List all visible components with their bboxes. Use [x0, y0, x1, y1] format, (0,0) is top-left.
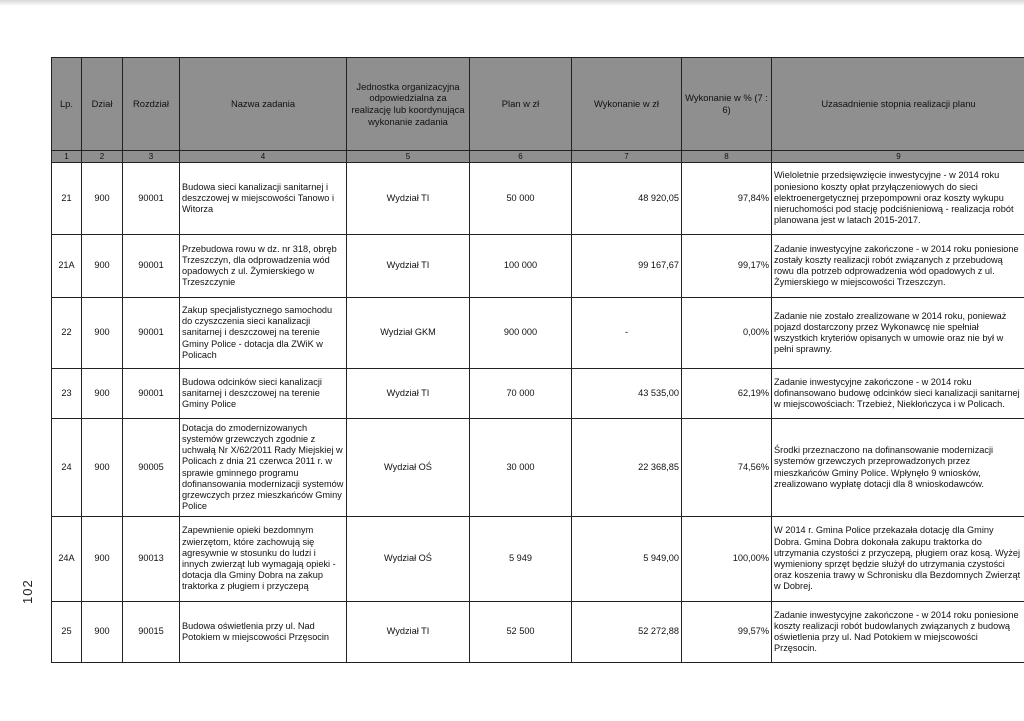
cell-lp: 21A	[52, 235, 82, 298]
cell-wykonanie: 52 272,88	[572, 602, 682, 663]
cell-plan: 30 000	[470, 419, 572, 517]
cell-plan: 52 500	[470, 602, 572, 663]
cell-nazwa: Dotacja do zmodernizowanych systemów grzewczych zgodnie z uchwałą Nr X/62/2011 Rady Miejskiej w Policach z dnia 21 czerwca 2011 r. w sprawie gminnego programu dofinansowania modernizacji systemów grzewczych przez mieszkańców Gminy Police	[180, 419, 347, 517]
cell-dzial: 900	[82, 369, 123, 419]
cell-lp: 24A	[52, 517, 82, 602]
cell-wykonanie: 5 949,00	[572, 517, 682, 602]
column-number: 3	[123, 151, 180, 163]
page-number: 102	[20, 579, 35, 604]
cell-nazwa: Budowa odcinków sieci kanalizacji sanitarnej i deszczowej na terenie Gminy Police	[180, 369, 347, 419]
column-number: 7	[572, 151, 682, 163]
cell-rozdzial: 90013	[123, 517, 180, 602]
cell-lp: 23	[52, 369, 82, 419]
cell-nazwa: Przebudowa rowu w dz. nr 318, obręb Trzeszczyn, dla odprowadzenia wód opadowych z ul. Żymierskiego w Trzeszczynie	[180, 235, 347, 298]
header-dzial: Dział	[82, 58, 123, 151]
column-number: 1	[52, 151, 82, 163]
cell-plan: 900 000	[470, 298, 572, 369]
cell-pct: 100,00%	[682, 517, 772, 602]
column-number: 6	[470, 151, 572, 163]
cell-lp: 25	[52, 602, 82, 663]
scan-edge	[0, 0, 1024, 6]
cell-wykonanie: 43 535,00	[572, 369, 682, 419]
cell-lp: 24	[52, 419, 82, 517]
header-plan: Plan w zł	[470, 58, 572, 151]
cell-plan: 100 000	[470, 235, 572, 298]
cell-uzasadnienie: Zadanie inwestycyjne zakończone - w 2014 roku poniesione koszty realizacji robót budowlanych związanych z budową oświetlenia przy ul. Nad Potokiem w miejscowości Przęsocin.	[772, 602, 1024, 663]
cell-dzial: 900	[82, 419, 123, 517]
column-number: 9	[772, 151, 1024, 163]
table-header-row	[52, 58, 1024, 151]
cell-pct: 0,00%	[682, 298, 772, 369]
cell-jednostka: Wydział GKM	[347, 298, 470, 369]
cell-jednostka: Wydział TI	[347, 163, 470, 235]
header-wykonanie: Wykonanie w zł	[572, 58, 682, 151]
header-lp: Lp.	[52, 58, 82, 151]
cell-wykonanie: 99 167,67	[572, 235, 682, 298]
cell-pct: 99,17%	[682, 235, 772, 298]
cell-lp: 21	[52, 163, 82, 235]
cell-wykonanie: 22 368,85	[572, 419, 682, 517]
table-row	[52, 602, 1024, 663]
cell-rozdzial: 90015	[123, 602, 180, 663]
cell-rozdzial: 90005	[123, 419, 180, 517]
header-nazwa: Nazwa zadania	[180, 58, 347, 151]
cell-rozdzial: 90001	[123, 369, 180, 419]
cell-uzasadnienie: Wieloletnie przedsięwzięcie inwestycyjne - w 2014 roku poniesiono koszty opłat przyłączeniowych do sieci elektroenergetycznej przepompowni oraz koszty wykupu nieruchomości pod stację podciśnieniową - realizacja robót planowana jest w latach 2015-2017.	[772, 163, 1024, 235]
cell-nazwa: Zapewnienie opieki bezdomnym zwierzętom, które zachowują się agresywnie w stosunku do ludzi i innych zwierząt lub wymagają opieki - dotacja dla Gminy Dobra na zakup traktorka z pługiem i przyczepą	[180, 517, 347, 602]
cell-jednostka: Wydział TI	[347, 369, 470, 419]
cell-pct: 74,56%	[682, 419, 772, 517]
cell-wykonanie: 48 920,05	[572, 163, 682, 235]
cell-jednostka: Wydział OŚ	[347, 517, 470, 602]
header-jednostka: Jednostka organizacyjna odpowiedzialna za realizację lub koordynująca wykonanie zadania	[347, 58, 470, 151]
cell-uzasadnienie: Środki przeznaczono na dofinansowanie modernizacji systemów grzewczych przeprowadzonych przez mieszkańców Gminy Police. Wpłynęło 9 wniosków, zrealizowano wypłatę dotacji dla 8 wnioskodawców.	[772, 419, 1024, 517]
cell-plan: 70 000	[470, 369, 572, 419]
table-row	[52, 163, 1024, 235]
cell-uzasadnienie: Zadanie nie zostało zrealizowane w 2014 roku, ponieważ pojazd dostarczony przez Wykonawcę nie spełniał wszystkich kryteriów opisanych w umowie oraz nie był w pełni sprawny.	[772, 298, 1024, 369]
cell-uzasadnienie: Zadanie inwestycyjne zakończone - w 2014 roku poniesione zostały koszty realizacji robót związanych z przebudową rowu dla potrzeb odprowadzenia wód opadowych z ul. Żymierskiego w miejscowości Trzeszczyn.	[772, 235, 1024, 298]
column-number: 2	[82, 151, 123, 163]
cell-rozdzial: 90001	[123, 235, 180, 298]
cell-rozdzial: 90001	[123, 298, 180, 369]
cell-plan: 50 000	[470, 163, 572, 235]
column-number-row	[52, 151, 1024, 163]
header-uzasadnienie: Uzasadnienie stopnia realizacji planu	[772, 58, 1024, 151]
cell-dzial: 900	[82, 298, 123, 369]
cell-nazwa: Budowa oświetlenia przy ul. Nad Potokiem w miejscowości Przęsocin	[180, 602, 347, 663]
table-row	[52, 419, 1024, 517]
cell-jednostka: Wydział TI	[347, 235, 470, 298]
cell-dzial: 900	[82, 163, 123, 235]
cell-plan: 5 949	[470, 517, 572, 602]
column-number: 8	[682, 151, 772, 163]
cell-jednostka: Wydział TI	[347, 602, 470, 663]
cell-dzial: 900	[82, 235, 123, 298]
cell-pct: 62,19%	[682, 369, 772, 419]
table-row	[52, 235, 1024, 298]
table-row	[52, 517, 1024, 602]
cell-nazwa: Budowa sieci kanalizacji sanitarnej i deszczowej w miejscowości Tanowo i Witorza	[180, 163, 347, 235]
budget-table	[51, 57, 1024, 663]
cell-jednostka: Wydział OŚ	[347, 419, 470, 517]
cell-nazwa: Zakup specjalistycznego samochodu do czyszczenia sieci kanalizacji sanitarnej i deszczowej na terenie Gminy Police - dotacja dla ZWiK w Policach	[180, 298, 347, 369]
cell-pct: 99,57%	[682, 602, 772, 663]
table-row	[52, 298, 1024, 369]
cell-lp: 22	[52, 298, 82, 369]
header-rozdzial: Rozdział	[123, 58, 180, 151]
table-row	[52, 369, 1024, 419]
header-wykonanie-pct: Wykonanie w % (7 : 6)	[682, 58, 772, 151]
cell-pct: 97,84%	[682, 163, 772, 235]
column-number: 5	[347, 151, 470, 163]
cell-rozdzial: 90001	[123, 163, 180, 235]
cell-uzasadnienie: Zadanie inwestycyjne zakończone - w 2014 roku dofinansowano budowę odcinków sieci kanalizacji sanitarnej w miejscowościach: Trzebież, Niekłończyca i w Policach.	[772, 369, 1024, 419]
cell-uzasadnienie: W 2014 r. Gmina Police przekazała dotację dla Gminy Dobra. Gmina Dobra dokonała zakupu traktorka do utrzymania czystości z przyczepą, pługiem oraz kosą. Wyżej wymieniony sprzęt będzie służył do utrzymania czystości oraz koszenia trawy w Schronisku dla Bezdomnych Zwierząt w Dobrej.	[772, 517, 1024, 602]
cell-wykonanie: -	[572, 298, 682, 369]
column-number: 4	[180, 151, 347, 163]
cell-dzial: 900	[82, 602, 123, 663]
cell-dzial: 900	[82, 517, 123, 602]
